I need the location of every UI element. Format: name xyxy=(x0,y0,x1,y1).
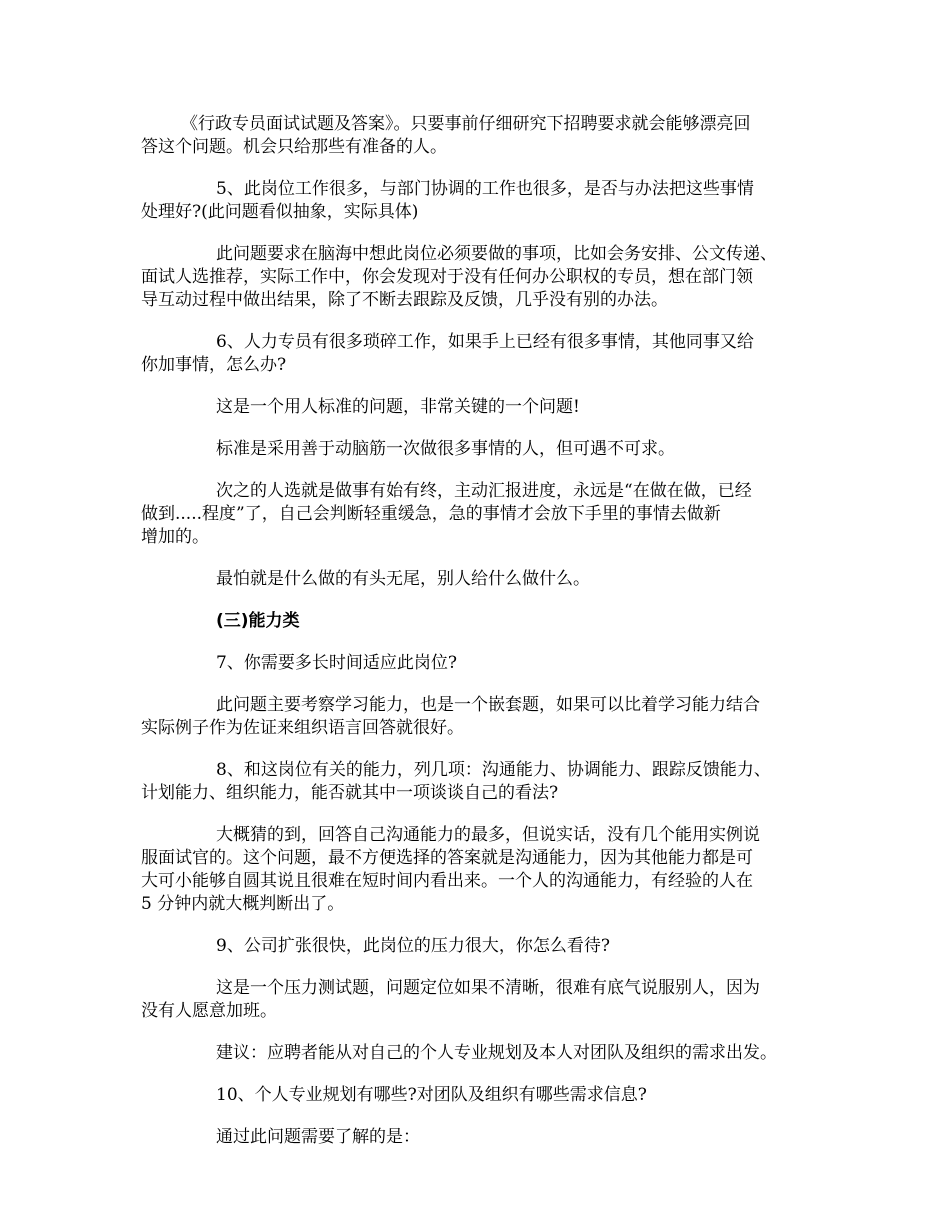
text-line: 这是一个用人标准的问题，非常关键的一个问题! xyxy=(216,397,580,417)
text-line: 此问题要求在脑海中想此岗位必须要做的事项，比如会务安排、公文传递、 xyxy=(216,244,777,264)
text-line: 《行政专员面试试题及答案》。只要事前仔细研究下招聘要求就会能够漂亮回 xyxy=(181,114,751,134)
text-line: 面试人选推荐，实际工作中，你会发现对于没有任何办公职权的专员，想在部门领 xyxy=(141,267,753,287)
text-line: 实际例子作为佐证来组织语言回答就很好。 xyxy=(141,718,464,738)
question-7 xyxy=(141,652,816,675)
text-line: 做到.....程度”了，自己会判断轻重缓急，急的事情才会放下手里的事情去做新 xyxy=(141,504,721,524)
text-line: 9、公司扩张很快，此岗位的压力很大，你怎么看待? xyxy=(216,936,610,956)
question-10 xyxy=(141,1084,816,1107)
text-line: 大概猜的到，回答自己沟通能力的最多，但说实话，没有几个能用实例说 xyxy=(216,825,760,845)
text-line: 大可小能够自圆其说且很难在短时间内看出来。一个人的沟通能力，有经验的人在 xyxy=(141,871,753,891)
text-line: 答这个问题。机会只给那些有准备的人。 xyxy=(141,137,447,157)
section-heading xyxy=(141,610,816,633)
answer-6-part-2 xyxy=(141,438,816,461)
text-line: 建议：应聘者能从对自己的个人专业规划及本人对团队及组织的需求出发。 xyxy=(216,1043,777,1063)
answer-7 xyxy=(141,694,816,740)
question-6 xyxy=(141,331,816,377)
text-line: 7、你需要多长时间适应此岗位? xyxy=(216,653,457,673)
text-line: 次之的人选就是做事有始有终，主动汇报进度，永远是“在做在做，已经 xyxy=(216,481,752,501)
answer-8 xyxy=(141,824,816,916)
text-line: 6、人力专员有很多琐碎工作，如果手上已经有很多事情，其他同事又给 xyxy=(216,332,754,352)
text-line: 计划能力、组织能力，能否就其中一项谈谈自己的看法? xyxy=(141,783,559,803)
text-line: 最怕就是什么做的有头无尾，别人给什么做什么。 xyxy=(216,569,590,589)
text-line: 你加事情，怎么办? xyxy=(141,355,287,375)
text-line: 导互动过程中做出结果，除了不断去跟踪及反馈，几乎没有别的办法。 xyxy=(141,290,668,310)
answer-6-part-1 xyxy=(141,396,816,419)
text-line: 处理好?(此问题看似抽象，实际具体) xyxy=(141,202,419,222)
question-5 xyxy=(141,178,816,224)
answer-6-part-4 xyxy=(141,568,816,591)
answer-10 xyxy=(141,1126,816,1149)
text-line: 10、个人专业规划有哪些?对团队及组织有哪些需求信息? xyxy=(216,1085,647,1105)
answer-9 xyxy=(141,977,816,1023)
answer-5 xyxy=(141,243,816,312)
answer-9-suggestion xyxy=(141,1042,816,1065)
text-line: 增加的。 xyxy=(141,527,209,547)
text-line: 这是一个压力测试题，问题定位如果不清晰，很难有底气说服别人，因为 xyxy=(216,978,760,998)
document-page xyxy=(141,113,816,1168)
question-9 xyxy=(141,935,816,958)
answer-6-part-3 xyxy=(141,480,816,549)
text-line: 通过此问题需要了解的是： xyxy=(216,1127,420,1147)
section-heading-ability: (三)能力类 xyxy=(216,611,300,631)
text-line: 5、此岗位工作很多，与部门协调的工作也很多，是否与办法把这些事情 xyxy=(216,179,754,199)
text-line: 此问题主要考察学习能力，也是一个嵌套题，如果可以比着学习能力结合 xyxy=(216,695,760,715)
text-line: 没有人愿意加班。 xyxy=(141,1001,277,1021)
text-line: 5 分钟内就大概判断出了。 xyxy=(141,894,345,914)
text-line: 8、和这岗位有关的能力，列几项：沟通能力、协调能力、跟踪反馈能力、 xyxy=(216,760,771,780)
text-line: 服面试官的。这个问题，最不方便选择的答案就是沟通能力，因为其他能力都是可 xyxy=(141,848,753,868)
paragraph-1 xyxy=(141,113,816,159)
text-line: 标准是采用善于动脑筋一次做很多事情的人，但可遇不可求。 xyxy=(216,439,675,459)
question-8 xyxy=(141,759,816,805)
